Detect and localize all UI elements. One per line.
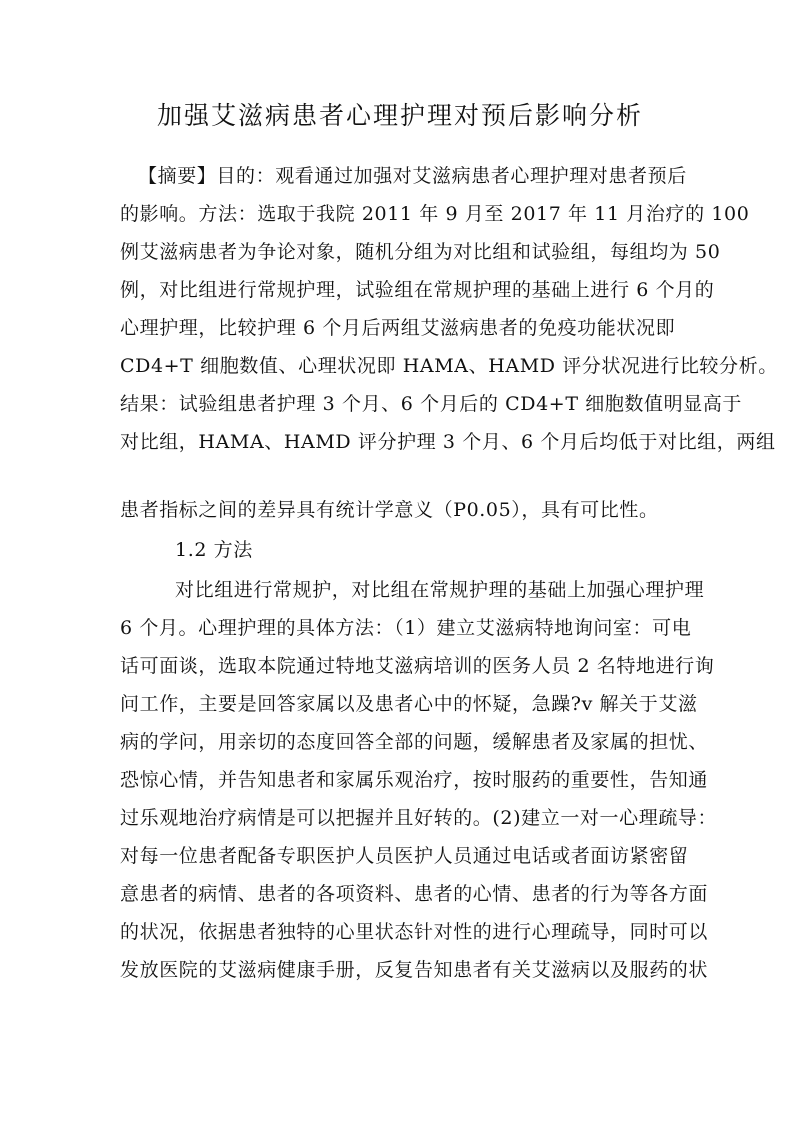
body-line: 6 个月。心理护理的具体方法：（1）建立艾滋病特地询问室：可电 <box>120 617 692 639</box>
body-line: 对每一位患者配备专职医护人员医护人员通过电话或者面访紧密留 <box>120 845 689 867</box>
abstract-line: 的影响。方法：选取于我院 2011 年 9 月至 2017 年 11 月治疗的 100 <box>120 203 750 225</box>
abstract-line: 患者指标之间的差异具有统计学意义（P0.05），具有可比性。 <box>120 499 659 521</box>
body-line: 问工作，主要是回答家属以及患者心中的怀疑，急躁?v 解关于艾滋 <box>120 693 698 715</box>
abstract-line: 例艾滋病患者为争论对象，随机分组为对比组和试验组，每组均为 50 <box>120 241 721 263</box>
abstract-line: 例，对比组进行常规护理，试验组在常规护理的基础上进行 6 个月的 <box>120 279 715 301</box>
body-line: 过乐观地治疗病情是可以把握并且好转的。(2)建立一对一心理疏导： <box>120 807 718 829</box>
abstract-line: 心理护理，比较护理 6 个月后两组艾滋病患者的免疫功能状况即 <box>120 317 676 339</box>
body-line: 的状况，依据患者独特的心里状态针对性的进行心理疏导，同时可以 <box>120 921 709 943</box>
abstract-line: CD4+T 细胞数值、心理状况即 HAMA、HAMD 评分状况进行比较分析。 <box>120 355 778 377</box>
abstract-line: 【摘要】目的：观看通过加强对艾滋病患者心理护理对患者预后 <box>138 165 687 187</box>
abstract-line: 对比组，HAMA、HAMD 评分护理 3 个月、6 个月后均低于对比组，两组 <box>120 431 776 453</box>
document-title: 加强艾滋病患者心理护理对预后影响分析 <box>156 101 643 130</box>
body-line: 病的学问，用亲切的态度回答全部的问题，缓解患者及家属的担忧、 <box>120 731 709 753</box>
body-line: 恐惊心情，并告知患者和家属乐观治疗，按时服药的重要性，告知通 <box>120 769 709 791</box>
body-line: 话可面谈，选取本院通过特地艾滋病培训的医务人员 2 名特地进行询 <box>120 655 715 677</box>
body-line: 对比组进行常规护，对比组在常规护理的基础上加强心理护理 <box>175 579 705 601</box>
section-heading: 1.2 方法 <box>175 539 253 561</box>
abstract-line: 结果：试验组患者护理 3 个月、6 个月后的 CD4+T 细胞数值明显高于 <box>120 393 743 415</box>
body-line: 发放医院的艾滋病健康手册，反复告知患者有关艾滋病以及服药的状 <box>120 959 709 981</box>
body-line: 意患者的病情、患者的各项资料、患者的心情、患者的行为等各方面 <box>120 883 709 905</box>
